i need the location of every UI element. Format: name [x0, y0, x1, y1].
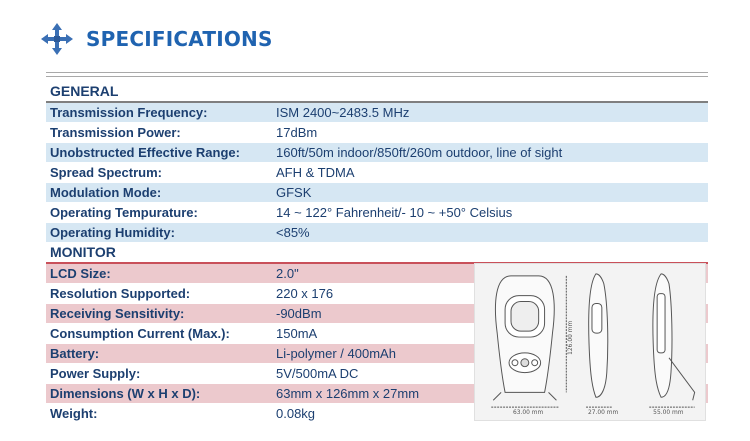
spec-value: -90dBm	[276, 306, 322, 321]
spec-row	[46, 223, 708, 243]
spec-value: GFSK	[276, 185, 312, 200]
spec-label: Power Supply:	[50, 366, 141, 381]
spec-value: 2.0"	[276, 266, 299, 281]
width-dimension-label: 63.00 mm	[512, 410, 544, 417]
device-dimension-diagram	[474, 263, 706, 421]
spec-label: Spread Spectrum:	[50, 165, 162, 180]
spec-value: 160ft/50m indoor/850ft/260m outdoor, line of sight	[276, 145, 563, 160]
side-view	[586, 274, 612, 407]
depth-dimension-label: 27.00 mm	[588, 410, 619, 417]
spec-value: 5V/500mA DC	[276, 366, 359, 381]
spec-label: LCD Size:	[50, 266, 111, 281]
spec-row	[46, 163, 708, 183]
monitor-heading: MONITOR	[50, 244, 116, 260]
front-view	[491, 276, 566, 407]
device-drawing	[475, 264, 705, 420]
spec-value: 220 x 176	[276, 286, 334, 301]
spec-row	[46, 183, 708, 203]
spec-label: Consumption Current (Max.):	[50, 326, 230, 341]
spec-row	[46, 203, 708, 223]
rear-view	[649, 274, 694, 407]
spec-row	[46, 103, 708, 123]
spec-row	[46, 123, 708, 143]
spec-label: Weight:	[50, 406, 98, 421]
spec-label: Unobstructed Effective Range:	[50, 145, 240, 160]
spec-value: 63mm x 126mm x 27mm	[276, 386, 420, 401]
spec-value: ISM 2400~2483.5 MHz	[276, 105, 410, 120]
spec-label: Operating Humidity:	[50, 225, 175, 240]
spec-label: Receiving Sensitivity:	[50, 306, 185, 321]
spec-label: Transmission Power:	[50, 125, 181, 140]
spec-row	[46, 143, 708, 163]
title-divider-top	[46, 72, 708, 73]
spec-label: Battery:	[50, 346, 100, 361]
stand-dimension-label: 55.00 mm	[653, 410, 684, 417]
spec-value: AFH & TDMA	[276, 165, 355, 180]
spec-label: Modulation Mode:	[50, 185, 162, 200]
height-dimension-label: 126.00 mm	[568, 320, 575, 355]
general-heading: GENERAL	[46, 82, 708, 103]
spec-label: Dimensions (W x H x D):	[50, 386, 201, 401]
spec-label: Resolution Supported:	[50, 286, 191, 301]
spec-value: 14 ~ 122° Fahrenheit/- 10 ~ +50° Celsius	[276, 205, 513, 220]
page-header	[40, 22, 273, 56]
spec-value: Li-polymer / 400mAh	[276, 346, 396, 361]
spec-value: 17dBm	[276, 125, 318, 140]
page-title: SPECIFICATIONS	[86, 27, 273, 51]
spec-label: Transmission Frequency:	[50, 105, 208, 120]
spec-value: 0.08kg	[276, 406, 316, 421]
compass-arrows-icon	[40, 22, 74, 56]
title-divider-bottom	[46, 76, 708, 77]
spec-value: <85%	[276, 225, 310, 240]
spec-label: Operating Tempurature:	[50, 205, 198, 220]
spec-value: 150mA	[276, 326, 318, 341]
